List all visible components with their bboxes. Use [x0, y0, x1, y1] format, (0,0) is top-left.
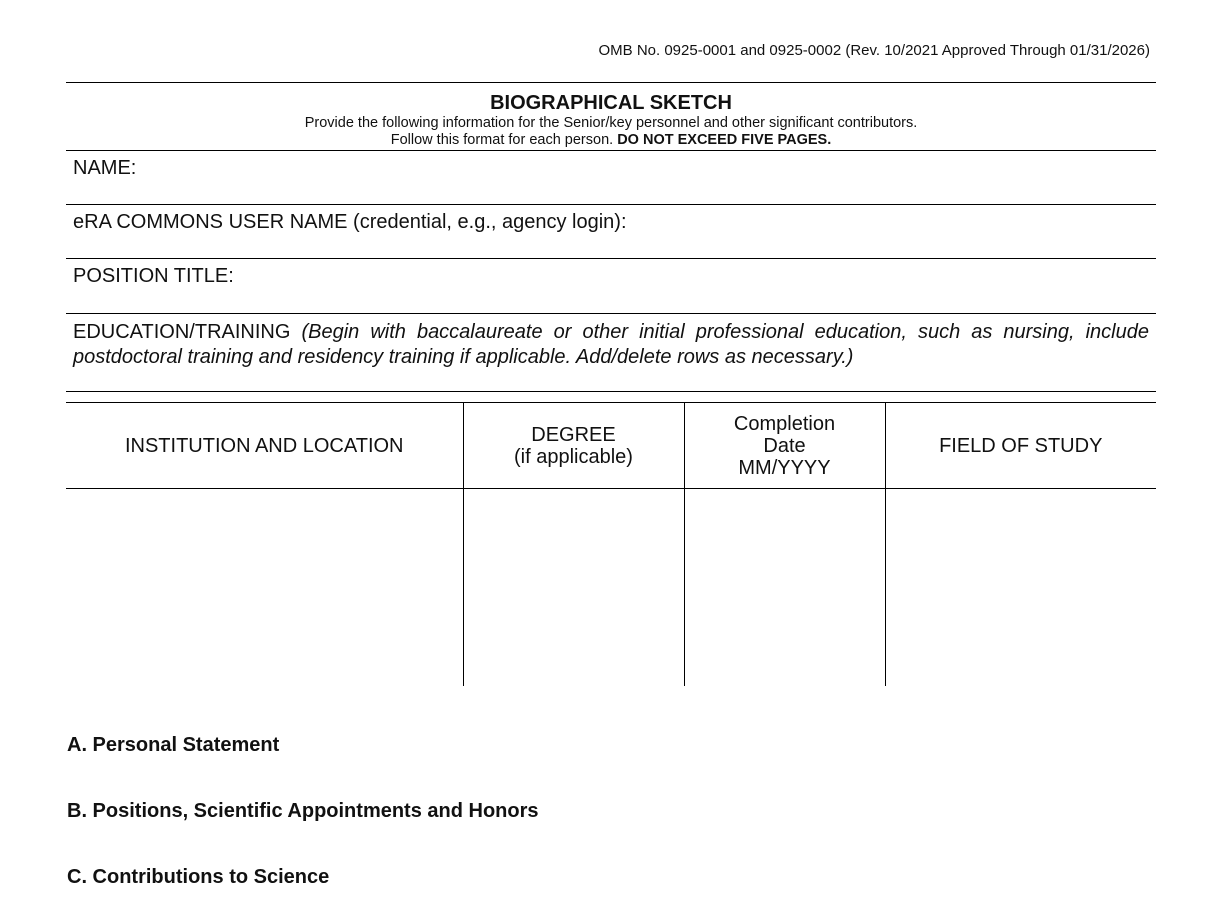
form-header [66, 82, 1156, 151]
education-heading [66, 314, 1156, 392]
form-instructions-2 [66, 132, 1156, 149]
section-personal-statement: A. Personal Statement [67, 734, 280, 756]
col-field-of-study: FIELD OF STUDY [885, 403, 1156, 489]
form-instructions-1: Provide the following information for the Senior/key personnel and other significant contributors. [304, 115, 918, 131]
era-commons-field[interactable]: eRA COMMONS USER NAME (credential, e.g., agency login): [66, 205, 1156, 259]
cell-institution[interactable] [66, 489, 463, 687]
biosketch-form [66, 82, 1156, 392]
page-limit-warning: DO NOT EXCEED FIVE PAGES. [617, 132, 832, 148]
col-degree-line2: (if applicable) [514, 445, 633, 468]
col-date-line3: MM/YYYY [738, 456, 831, 479]
section-contributions: C. Contributions to Science [67, 866, 330, 888]
education-label: EDUCATION/TRAINING [73, 321, 291, 343]
col-completion-date [684, 403, 885, 489]
col-institution: INSTITUTION AND LOCATION [66, 403, 463, 489]
name-field[interactable]: NAME: [66, 151, 1156, 205]
education-table [66, 402, 1156, 686]
cell-completion-date[interactable] [684, 489, 885, 687]
form-title: BIOGRAPHICAL SKETCH [490, 92, 732, 114]
col-date-line2: Date [763, 434, 806, 457]
cell-field-of-study[interactable] [885, 489, 1156, 687]
section-positions-honors: B. Positions, Scientific Appointments and Honors [67, 800, 539, 822]
omb-number: OMB No. 0925-0001 and 0925-0002 (Rev. 10/2021 Approved Through 01/31/2026) [598, 42, 1150, 59]
education-instruction: (Begin with baccalaureate or other initial professional education, such as nursing, include postdoctoral training and residency training if applicable. Add/delete rows as necessary.) [73, 321, 1149, 368]
table-header-row [66, 403, 1156, 489]
position-title-field[interactable]: POSITION TITLE: [66, 259, 1156, 314]
col-date-line1: Completion [733, 412, 836, 435]
cell-degree[interactable] [463, 489, 684, 687]
table-row [66, 489, 1156, 687]
col-degree [463, 403, 684, 489]
instructions-plain: Follow this format for each person. [390, 132, 614, 148]
col-degree-line1: DEGREE [531, 423, 616, 446]
